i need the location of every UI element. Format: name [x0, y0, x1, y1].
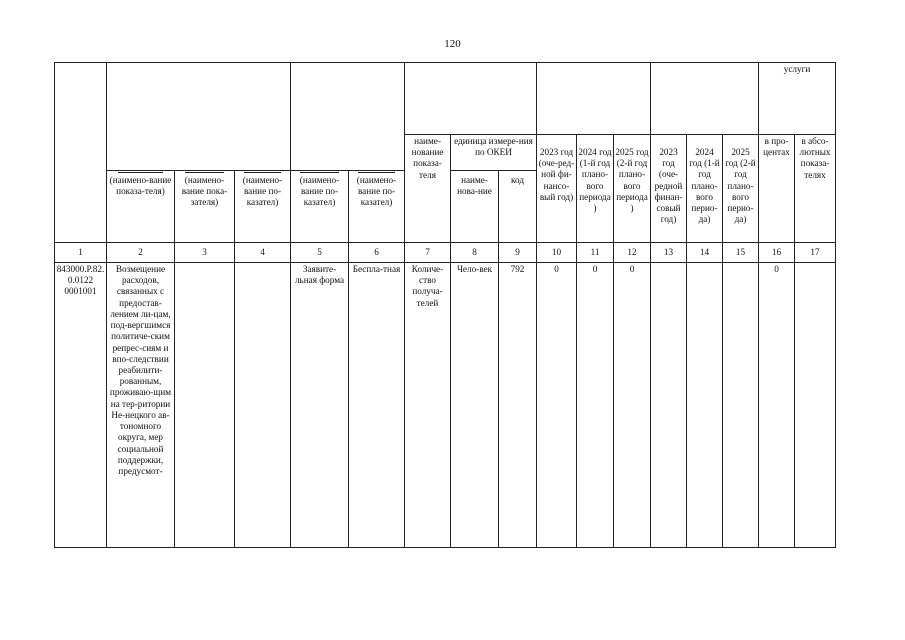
header-group-indicator	[405, 63, 537, 135]
col-num: 5	[291, 243, 349, 263]
table-row	[55, 263, 836, 548]
col-num: 11	[577, 243, 614, 263]
row-indicator: Количе-ство получа-телей	[405, 263, 451, 548]
header-indicator-name: наиме-нование показа-теля	[405, 135, 451, 243]
header-year-2025-a: 2025 год (2-й год плано-вого периода)	[614, 135, 651, 243]
row-unit-code: 792	[499, 263, 537, 548]
row-deviation-percent: 0	[759, 263, 795, 548]
header-group-conditions	[291, 63, 405, 171]
header-year-2023-b: 2023 год (оче-редной финан-совый год)	[651, 135, 687, 243]
header-unit-name: наиме-нова-ние	[451, 171, 499, 243]
row-fee-2024	[687, 263, 723, 548]
col-num: 6	[349, 243, 405, 263]
col-num: 9	[499, 243, 537, 263]
col-num: 14	[687, 243, 723, 263]
column-numbers-row	[55, 243, 836, 263]
header-sub-2: (наимено-вание пока-зателя)	[175, 171, 235, 243]
col-num: 7	[405, 243, 451, 263]
header-sub-5: (наимено-вание по-казател)	[349, 171, 405, 243]
col-num: 3	[175, 243, 235, 263]
col-num: 15	[723, 243, 759, 263]
row-fee-2025	[723, 263, 759, 548]
header-unit-okei: единица измере-ния по ОКЕИ	[451, 135, 537, 171]
header-year-2024-a: 2024 год (1-й год плано-вого периода)	[577, 135, 614, 243]
header-uslugi: услуги	[759, 63, 836, 135]
header-sub-1: (наимено-вание показа-теля)	[107, 171, 175, 243]
header-unit-code: код	[499, 171, 537, 243]
row-form: Заявите-льная форма	[291, 263, 349, 548]
col-num: 10	[537, 243, 577, 263]
row-payment: Беспла-тная	[349, 263, 405, 548]
row-description: Возмещение расходов, связанных с предостав-лением ли-цам, под-вергшимся политиче-ским репрес-сиям и впо-следствии реабилити-рованным, проживаю-щим на тер-ритории Не-нецкого ав-тономного округа, мер социальной поддержки, предусмот-	[107, 263, 175, 548]
header-col1	[55, 63, 107, 243]
header-in-percent: в про-центах	[759, 135, 795, 243]
row-value-2025: 0	[614, 263, 651, 548]
header-in-absolute: в абсо-лютных показа-телях	[795, 135, 836, 243]
col-num: 8	[451, 243, 499, 263]
row-value-2023: 0	[537, 263, 577, 548]
header-group-values-a	[537, 63, 651, 135]
col-num: 12	[614, 243, 651, 263]
row-fee-2023	[651, 263, 687, 548]
row-c4	[235, 263, 291, 548]
col-num: 2	[107, 243, 175, 263]
header-group-values-b	[651, 63, 759, 135]
row-c3	[175, 263, 235, 548]
col-num: 13	[651, 243, 687, 263]
row-code: 843000.Р.82.0.0122 0001001	[55, 263, 107, 548]
row-unit-name: Чело-век	[451, 263, 499, 548]
header-group-content	[107, 63, 291, 171]
header-year-2023-a: 2023 год (оче-ред-ной фи-нансо-вый год)	[537, 135, 577, 243]
header-sub-4: (наимено-вание по-казател)	[291, 171, 349, 243]
page-number: 120	[444, 38, 461, 50]
header-sub-3: (наимено-вание по-казател)	[235, 171, 291, 243]
col-num: 16	[759, 243, 795, 263]
row-deviation-absolute	[795, 263, 836, 548]
col-num: 1	[55, 243, 107, 263]
header-year-2025-b: 2025 год (2-й год плано-вого перио-да)	[723, 135, 759, 243]
col-num: 4	[235, 243, 291, 263]
col-num: 17	[795, 243, 836, 263]
header-year-2024-b: 2024 год (1-й год плано-вого перио-да)	[687, 135, 723, 243]
row-value-2024: 0	[577, 263, 614, 548]
service-indicators-table	[54, 62, 836, 548]
